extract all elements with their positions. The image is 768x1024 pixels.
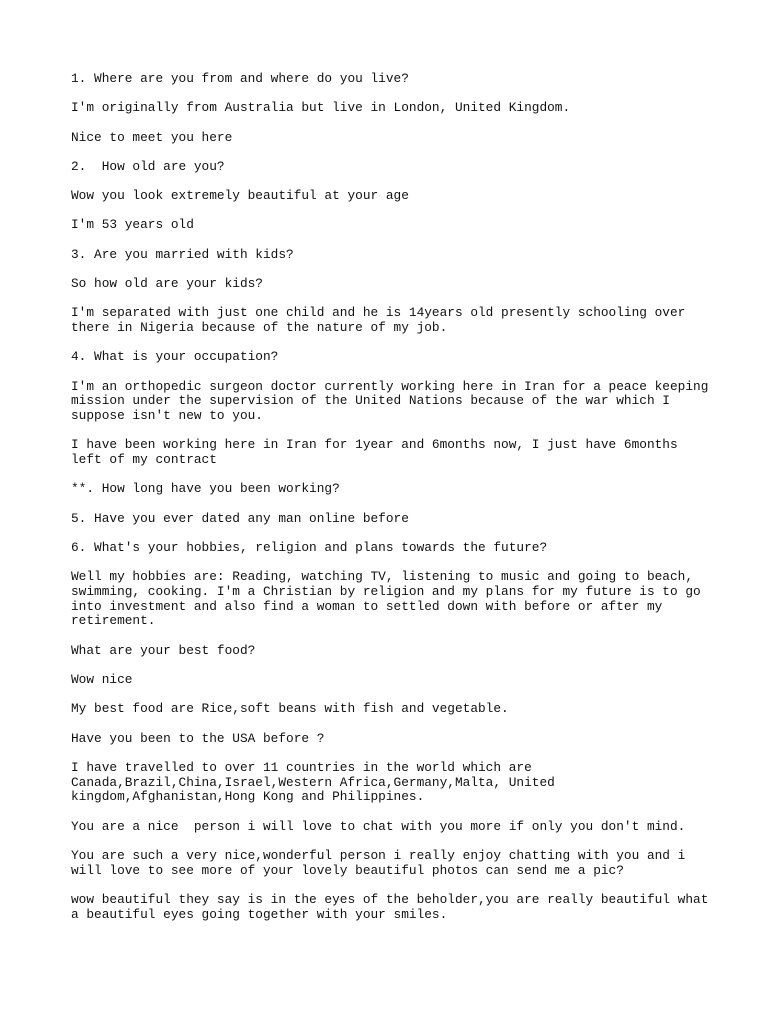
paragraph: You are a nice person i will love to chat with you more if only you don't mind. <box>71 818 686 834</box>
paragraph: 1. Where are you from and where do you live? <box>71 71 409 86</box>
paragraph: My best food are Rice,soft beans with fish and vegetable. <box>71 701 509 717</box>
paragraph: Have you been to the USA before ? <box>71 730 325 746</box>
document-body <box>71 72 711 937</box>
paragraph: I'm originally from Australia but live in London, United Kingdom. <box>71 100 571 116</box>
paragraph: wow beautiful they say is in the eyes of the beholder,you are really beautiful what a beautiful eyes going together with your smiles. <box>71 891 709 922</box>
paragraph: What are your best food? <box>71 642 256 658</box>
paragraph: 4. What is your occupation? <box>71 349 279 365</box>
paragraph: I'm 53 years old <box>71 217 194 233</box>
paragraph: So how old are your kids? <box>71 276 263 292</box>
paragraph: 6. What's your hobbies, religion and plans towards the future? <box>71 539 548 555</box>
paragraph: **. How long have you been working? <box>71 481 340 497</box>
paragraph: I'm separated with just one child and he is 14years old presently schooling over there in Nigeria because of the nature of my job. <box>71 305 686 336</box>
paragraph: Wow nice <box>71 671 133 687</box>
paragraph: Well my hobbies are: Reading, watching TV, listening to music and going to beach, swimming, cooking. I'm a Christian by religion and my plans for my future is to go into investment and also find a woman to settled down with before or after my retirement. <box>71 569 701 629</box>
paragraph: 2. How old are you? <box>71 158 225 174</box>
paragraph: Nice to meet you here <box>71 129 233 145</box>
paragraph: Wow you look extremely beautiful at your age <box>71 188 409 204</box>
paragraph: I have been working here in Iran for 1year and 6months now, I just have 6months left of my contract <box>71 437 678 468</box>
paragraph: I'm an orthopedic surgeon doctor currently working here in Iran for a peace keeping mission under the supervision of the United Nations because of the war which I suppose isn't new to you. <box>71 378 709 424</box>
paragraph: I have travelled to over 11 countries in the world which are Canada,Brazil,China,Israel,Western Africa,Germany,Malta, United kingdom,Afghanistan,Hong Kong and Philippines. <box>71 759 555 805</box>
paragraph: You are such a very nice,wonderful person i really enjoy chatting with you and i will love to see more of your lovely beautiful photos can send me a pic? <box>71 847 686 878</box>
paragraph: 3. Are you married with kids? <box>71 246 294 262</box>
paragraph: 5. Have you ever dated any man online before <box>71 510 409 526</box>
